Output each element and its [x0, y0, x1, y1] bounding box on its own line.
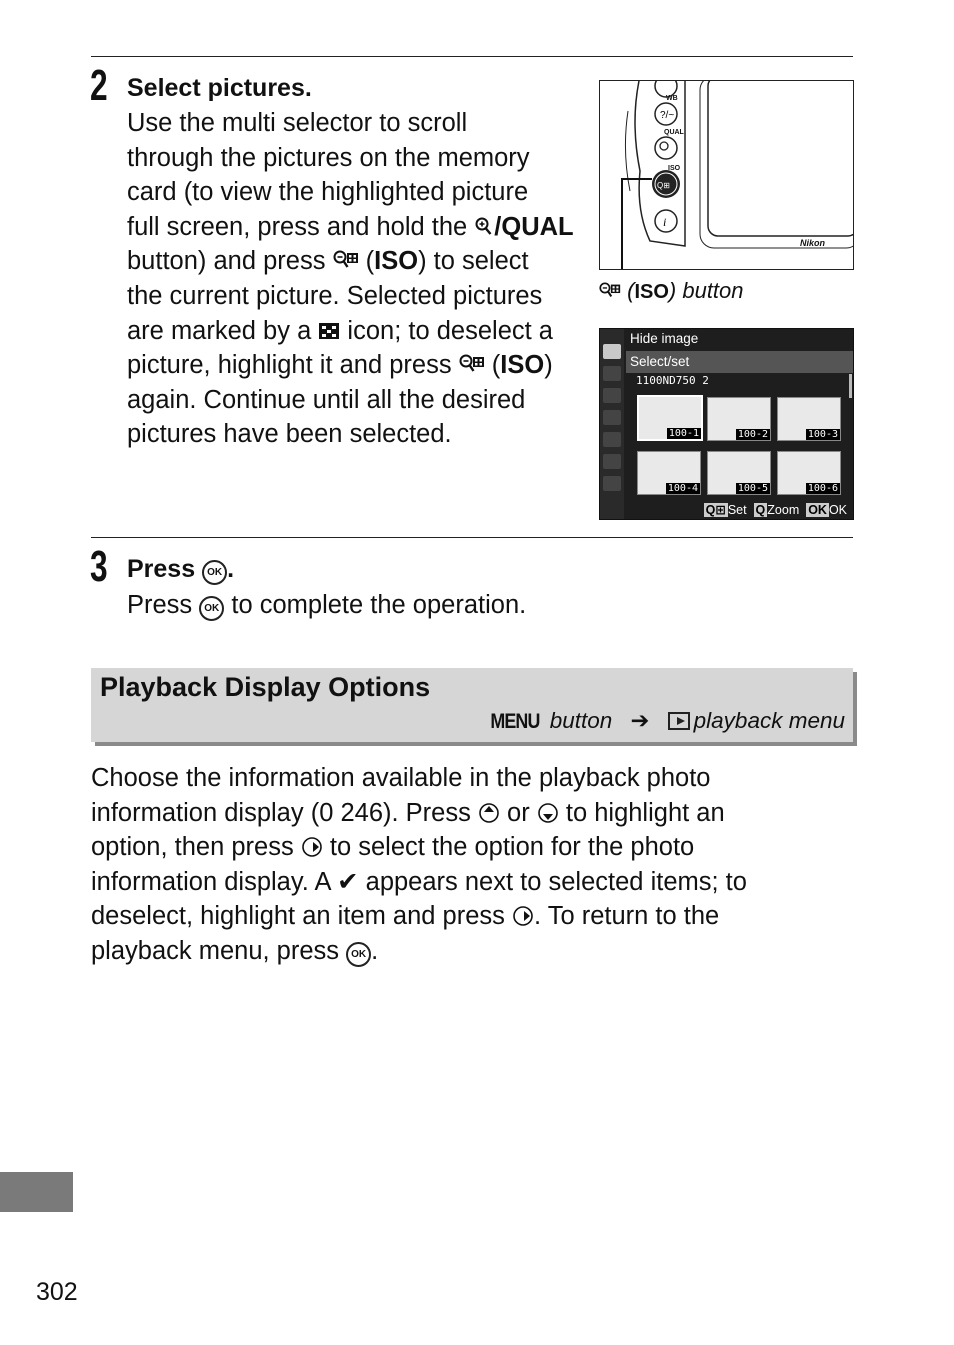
thumbnail-label: 100-6 — [807, 483, 838, 494]
footer-set: Set — [727, 503, 747, 517]
custom-settings-tab — [603, 410, 621, 425]
thumbnail-label: 100-3 — [807, 429, 838, 440]
text: Press — [127, 591, 200, 619]
paragraph-line: Choose the information available in the playback photo — [91, 764, 711, 792]
text: picture, highlight it and press — [127, 351, 459, 380]
retouch-menu-tab — [603, 454, 621, 469]
arrow-icon: ➔ — [630, 708, 650, 733]
menu-path — [486, 708, 845, 734]
multi-selector-down-icon — [537, 802, 559, 824]
set-key-icon: Q⊞ — [705, 503, 726, 517]
svg-text:Q⊞: Q⊞ — [657, 181, 670, 190]
paragraph-line — [91, 899, 747, 934]
svg-text:i: i — [663, 215, 667, 229]
ok-button-icon: OK — [346, 942, 371, 967]
step-2-line — [127, 210, 574, 245]
thumbnail — [637, 395, 703, 441]
step-2-line: pictures have been selected. — [127, 420, 452, 449]
step-2-line: through the pictures on the memory — [127, 143, 530, 172]
paragraph-line — [91, 830, 747, 865]
section-title: Playback Display Options — [100, 672, 431, 702]
step-3-rule — [91, 537, 853, 538]
camera-lcd-screen — [599, 328, 854, 520]
setup-menu-tab — [603, 432, 621, 447]
step-2-line: button) and press (ISO) to select — [127, 247, 529, 276]
multi-selector-up-icon — [478, 802, 500, 824]
iso-label: ISO — [500, 351, 545, 380]
thumbnail — [707, 451, 771, 495]
top-rule — [91, 56, 853, 57]
step-2-title: Select pictures. — [127, 74, 312, 102]
thumbnail — [707, 397, 771, 441]
text: button) and press — [127, 247, 333, 276]
hidden-picture-icon — [318, 320, 340, 342]
text: ) — [544, 351, 553, 380]
check-icon: ✔ — [337, 867, 359, 896]
zoom-in-icon — [474, 216, 494, 238]
step-2-number: 2 — [90, 61, 108, 110]
paragraph-line — [91, 934, 747, 969]
ok-button-icon: OK — [202, 560, 227, 585]
text: option, then press — [91, 833, 301, 862]
thumbnail-zoom-out-icon — [333, 249, 359, 271]
paragraph-line — [91, 865, 747, 900]
step-3-body — [127, 588, 526, 623]
step-3-number: 3 — [90, 542, 108, 591]
thumbnail — [637, 451, 701, 495]
thumbnail-zoom-out-icon — [599, 281, 621, 300]
lcd-folder-name: 1100ND750 2 — [636, 374, 709, 387]
text: Press — [127, 555, 203, 583]
thumbnail-label: 100-2 — [737, 429, 768, 440]
step-2-line: picture, highlight it and press (ISO) — [127, 351, 553, 380]
zoom-key-icon: Q — [755, 503, 766, 517]
iso-label: ISO — [374, 247, 419, 276]
button-label-qual: QUAL — [664, 129, 684, 136]
chapter-side-tab — [0, 1172, 73, 1212]
options-paragraph — [91, 761, 747, 969]
multi-selector-right-icon — [301, 836, 323, 858]
text: ) to select — [418, 247, 529, 276]
text: deselect, highlight an item and press — [91, 902, 512, 931]
step-2-line: card (to view the highlighted picture — [127, 178, 529, 207]
thumbnail-label: 100-1 — [668, 428, 699, 439]
text: information display. A — [91, 867, 338, 896]
menu-tab-column — [600, 329, 624, 519]
paragraph-line — [91, 796, 747, 831]
camera-back-illustration — [599, 80, 854, 270]
ok-button-icon: OK — [199, 596, 224, 621]
menu-button-label: MENU — [489, 710, 540, 733]
text: or — [499, 798, 537, 827]
step-3-title — [127, 555, 234, 585]
step-2-body — [127, 106, 574, 452]
text: icon; to deselect a — [340, 316, 553, 345]
thumbnail-label: 100-5 — [737, 483, 768, 494]
path-menu-text: playback menu — [693, 708, 845, 733]
text: . — [371, 936, 379, 965]
movie-menu-tab — [603, 388, 621, 403]
text: information display ( — [91, 798, 320, 827]
svg-text:?/~: ?/~ — [660, 110, 675, 121]
text: to highlight an — [558, 798, 725, 827]
my-menu-tab — [603, 476, 621, 491]
page-number: 302 — [36, 1278, 78, 1306]
iso-button-caption: (ISO) button — [599, 278, 744, 304]
footer-ok: OK — [828, 503, 847, 517]
text: playback menu, press — [91, 936, 347, 965]
text: full screen, press and hold the — [127, 212, 475, 241]
playback-icon — [668, 712, 690, 730]
step-3-line — [127, 588, 526, 623]
lcd-footer — [704, 502, 847, 517]
thumbnail-zoom-out-icon — [459, 353, 485, 375]
thumbnail-label: 100-4 — [667, 483, 698, 494]
button-label-wb: WB — [666, 95, 678, 102]
lcd-subtitle: Select/set — [630, 354, 690, 369]
text: . To return to the — [534, 902, 720, 931]
thumbnail — [777, 451, 841, 495]
text: to complete the operation. — [224, 591, 527, 619]
caption-text: ) button — [668, 278, 744, 303]
shooting-menu-tab — [603, 366, 621, 381]
page-reference: 0 246). Press — [319, 798, 478, 827]
path-button-text: button — [543, 708, 613, 733]
qual-label: /QUAL — [494, 212, 574, 241]
text: . — [227, 555, 235, 583]
nikon-logo: Nikon — [800, 238, 826, 248]
lcd-title: Hide image — [630, 331, 699, 346]
lcd-scrollbar — [849, 374, 852, 398]
step-2-line: again. Continue until all the desired — [127, 385, 526, 414]
step-2-line: Use the multi selector to scroll — [127, 109, 468, 137]
step-2-line: the current picture. Selected pictures — [127, 281, 543, 310]
step-2-line — [127, 314, 574, 349]
text: are marked by a — [127, 316, 319, 345]
button-label-iso: ISO — [668, 165, 681, 172]
ok-key-icon: OK — [808, 503, 827, 517]
thumbnail — [777, 397, 841, 441]
text: appears next to selected items; to — [358, 867, 747, 896]
iso-label: ISO — [634, 281, 669, 303]
section-header — [91, 668, 853, 742]
text: to select the option for the photo — [322, 833, 695, 862]
footer-zoom: Zoom — [767, 503, 800, 517]
multi-selector-right-icon — [512, 905, 534, 927]
playback-menu-tab — [603, 344, 621, 359]
